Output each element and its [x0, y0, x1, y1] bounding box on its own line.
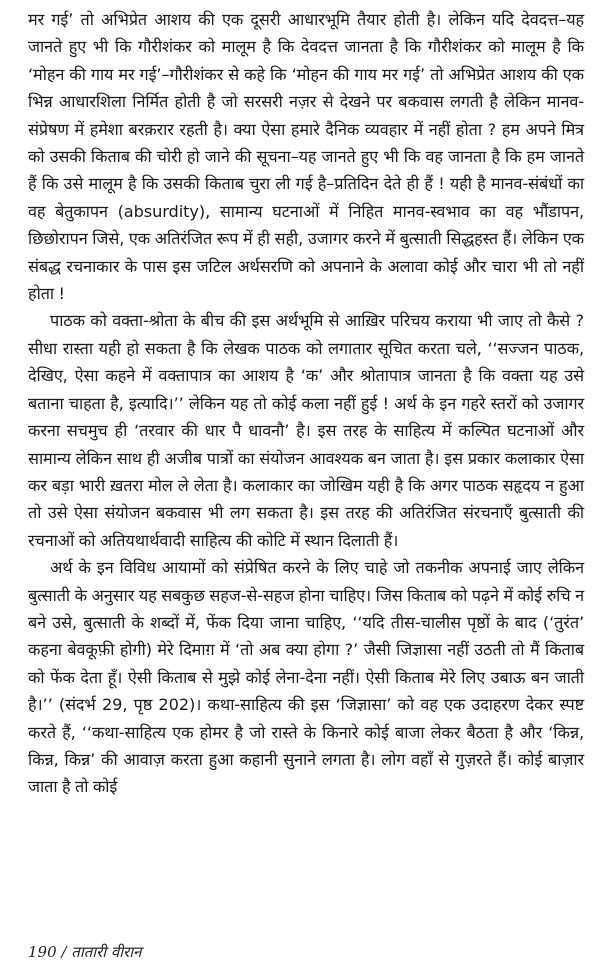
- paragraph-2: पाठक को वक्ता-श्रोता के बीच की इस अर्थभूमि से आख़िर परिचय कराया भी जाए तो कैसे ? सीधा रास्ता यही हो सकता है कि लेखक पाठक को लगातार सूचित करता चले, ‘‘सज्जन पाठक, देखिए, ऐसा कहने में वक्तापात्र का आशय है ‘क’ और श्रोतापात्र जानता है कि वक्ता यह उसे बताना चाहता है, इत्यादि।’’ लेकिन यह तो कोई कला नहीं हुई ! अर्थ के इन गहरे स्तरों को उजागर करना सचमुच ही ‘तरवार की धार पै धावनौ’ है। इस तरह के साहित्य में कल्पित घटनाओं और सामान्य लेकिन साथ ही अजीब पात्रों का संयोजन आवश्यक बन जाता है। इस प्रकार कलाकार ऐसा कर बड़ा भारी ख़तरा मोल ले लेता है। कलाकार का जोखिम यही है कि अगर पाठक सहृदय न हुआ तो उसे ऐसा संयोजन बकवास भी लग सकता है। इस तरह की अतिरंजित संरचनाएँ बुत्साती की रचनाओं को अतियथार्थवादी साहित्य की कोटि में स्थान दिलाती हैं।: [28, 311, 584, 550]
- body-text: [28, 6, 584, 801]
- footer-separator: /: [61, 943, 67, 961]
- page-footer: [28, 942, 142, 962]
- paragraph-1: मर गई’ तो अभिप्रेत आशय की एक दूसरी आधारभूमि तैयार होती है। लेकिन यदि देवदत्त–यह जानते हुए भी कि गौरीशंकर को मालूम है कि देवदत्त जानता है कि गौरीशंकर को मालूम है कि ‘मोहन की गाय मर गई’–गौरीशंकर से कहे कि ‘मोहन की गाय मर गई’ तो अभिप्रेत आशय की एक भिन्न आधारशिला निर्मित होती है जो सरसरी नज़र से देखने पर बकवास लगती है लेकिन मानव-संप्रेषण में हमेशा बरक़रार रहती है। क्या ऐसा हमारे दैनिक व्यवहार में नहीं होता ? हम अपने मित्र को उसकी किताब की चोरी हो जाने की सूचना–यह जानते हुए भी कि वह जानता है कि हम जानते हैं कि उसे मालूम है कि उसकी किताब चुरा ली गई है–प्रतिदिन देते ही हैं ! यही है मानव-संबंधों का वह बेतुकापन (absurdity), सामान्य घटनाओं में निहित मानव-स्वभाव का वह भौंडापन, छिछोरापन जिसे, एक अतिरंजित रूप में ही सही, उजागर करने में बुत्साती सिद्धहस्त हैं। लेकिन एक संबद्ध रचनाकार के पास इस जटिल अर्थसरणि को अपनाने के अलावा कोई और चारा भी तो नहीं होता !: [28, 10, 584, 304]
- paragraph-3: अर्थ के इन विविध आयामों को संप्रेषित करने के लिए चाहे जो तकनीक अपनाई जाए लेकिन बुत्साती के अनुसार यह सबकुछ सहज-से-सहज होना चाहिए। जिस किताब को पढ़ने में कोई रुचि न बने उसे, बुत्साती के शब्दों में, फेंक दिया जाना चाहिए, ‘‘यदि तीस-चालीस पृष्ठों के बाद (‘तुरंत’ कहना बेवकूफ़ी होगी) मेरे दिमाग़ में ‘तो अब क्या होगा ?’ जैसी जिज्ञासा नहीं उठती तो मैं किताब को फेंक देता हूँ। ऐसी किताब से मुझे कोई लेना-देना नहीं। ऐसी किताब मेरे लिए उबाऊ बन जाती है।’’ (संदर्भ 29, पृष्ठ 202)। कथा-साहित्य की इस ‘जिज्ञासा’ को वह एक उदाहरण देकर स्पष्ट करते हैं, ‘‘कथा-साहित्य एक होमर है जो रास्ते के किनारे कोई बाजा लेकर बैठता है और ‘किन्न, किन्न, किन्न’ की आवाज़ करता हुआ कहानी सुनाने लगता है। लोग वहाँ से गुज़रते हैं। कोई बाज़ार जाता है तो कोई: [28, 558, 584, 797]
- running-title: तातारी वीरान: [71, 943, 142, 961]
- page-number: 190: [28, 943, 57, 961]
